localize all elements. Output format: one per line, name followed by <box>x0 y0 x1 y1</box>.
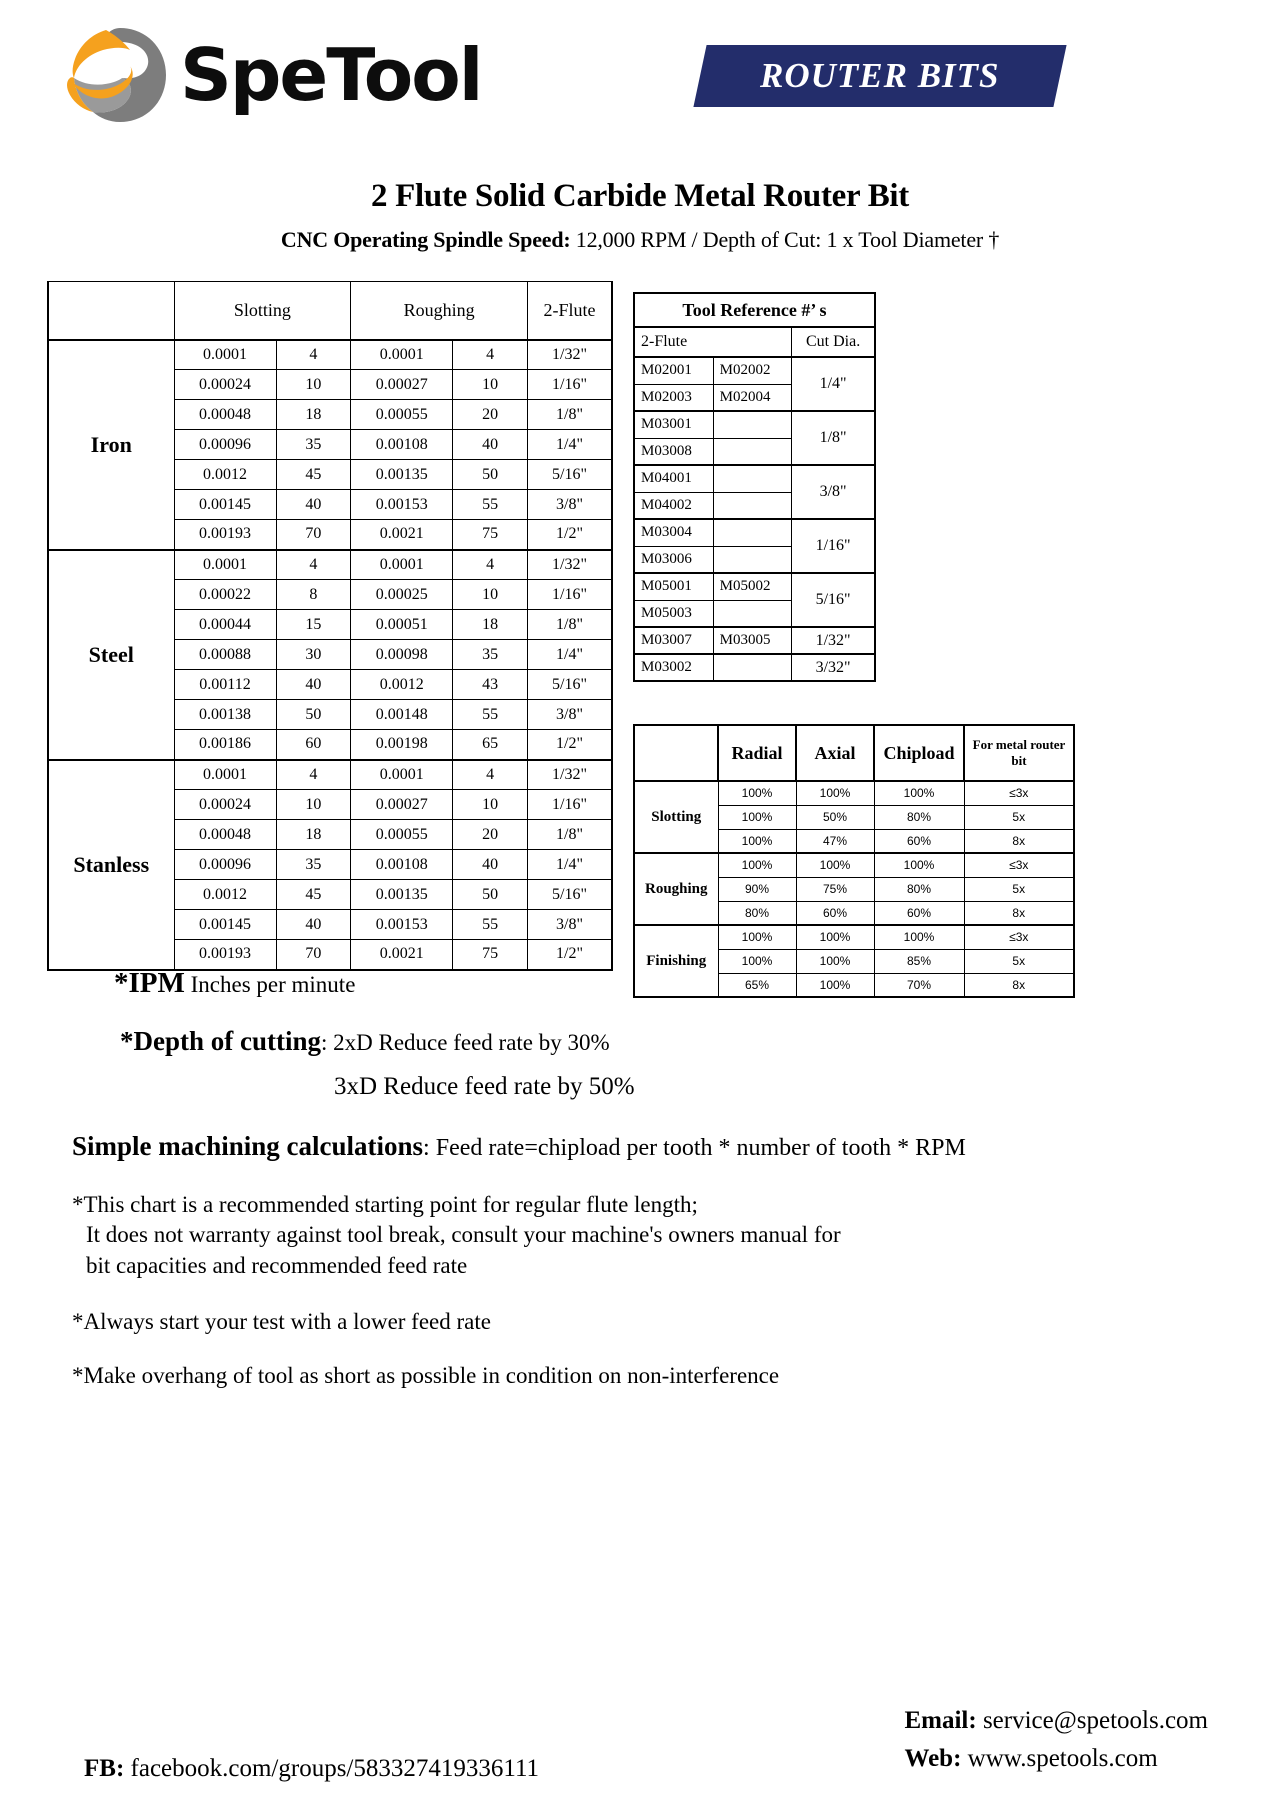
table-row <box>48 760 612 790</box>
slotting-chipload: 0.00044 <box>174 610 276 640</box>
radial-value: 100% <box>718 781 796 805</box>
tool-part-number: M02003 <box>634 384 713 411</box>
chipload-value: 85% <box>874 949 964 973</box>
toolref-title: Tool Reference #’ s <box>634 293 875 327</box>
tool-diameter: 1/4" <box>528 430 612 460</box>
tool-diameter: 1/2" <box>528 940 612 970</box>
roughing-chipload: 0.00108 <box>351 850 453 880</box>
slotting-chipload: 0.00048 <box>174 820 276 850</box>
slotting-chipload: 0.00145 <box>174 490 276 520</box>
slotting-chipload: 0.00186 <box>174 730 276 760</box>
engagement-header-row <box>634 725 1074 781</box>
radial-value: 100% <box>718 805 796 829</box>
metal-bit-value: ≤3x <box>964 853 1074 877</box>
tool-part-number: M05003 <box>634 600 713 627</box>
roughing-chipload: 0.00027 <box>351 790 453 820</box>
axial-value: 75% <box>796 877 874 901</box>
spetool-swirl-logo-icon <box>62 22 174 128</box>
axial-value: 47% <box>796 829 874 853</box>
engagement-percentage-table <box>633 724 1075 998</box>
tool-part-number: M03007 <box>634 627 713 654</box>
tool-diameter: 5/16" <box>528 880 612 910</box>
roughing-chipload: 0.00027 <box>351 370 453 400</box>
tool-diameter: 3/8" <box>528 700 612 730</box>
tool-diameter: 1/2" <box>528 520 612 550</box>
web-line[interactable] <box>904 1745 1208 1773</box>
roughing-ipm: 20 <box>453 820 528 850</box>
slotting-ipm: 35 <box>276 850 351 880</box>
router-bits-banner <box>693 45 1066 107</box>
roughing-ipm: 75 <box>453 520 528 550</box>
slotting-ipm: 4 <box>276 340 351 370</box>
note-disclaimer <box>72 1190 1220 1281</box>
spindle-speed-value: 12,000 RPM / Depth of Cut: 1 x Tool Diameter † <box>570 227 1000 252</box>
spindle-speed-label: CNC Operating Spindle Speed: <box>280 227 571 252</box>
axial-value: 100% <box>796 853 874 877</box>
cut-diameter: 3/32" <box>792 654 875 681</box>
roughing-ipm: 55 <box>453 910 528 940</box>
cut-diameter: 1/16" <box>792 519 875 573</box>
toolref-subheader-row <box>634 327 875 357</box>
roughing-chipload: 0.00153 <box>351 490 453 520</box>
cut-diameter: 1/4" <box>792 357 875 411</box>
axial-value: 100% <box>796 925 874 949</box>
slotting-chipload: 0.00096 <box>174 430 276 460</box>
roughing-ipm: 4 <box>453 550 528 580</box>
slotting-chipload: 0.00024 <box>174 790 276 820</box>
table-row <box>48 340 612 370</box>
slotting-chipload: 0.00112 <box>174 670 276 700</box>
tool-part-number: M03008 <box>634 438 713 465</box>
roughing-ipm: 18 <box>453 610 528 640</box>
note-depth-3xd: 3xD Reduce feed rate by 50% <box>334 1073 635 1100</box>
tool-part-number: M03006 <box>634 546 713 573</box>
roughing-ipm: 50 <box>453 880 528 910</box>
roughing-ipm: 50 <box>453 460 528 490</box>
toolref-row <box>634 519 875 546</box>
feeds-and-speeds-table <box>47 281 613 971</box>
chipload-value: 80% <box>874 877 964 901</box>
engagement-header-blank <box>634 725 718 781</box>
radial-value: 80% <box>718 901 796 925</box>
tool-part-number-alt: M05002 <box>713 573 792 600</box>
slotting-chipload: 0.00145 <box>174 910 276 940</box>
tool-part-number-alt <box>713 654 792 681</box>
engagement-header-radial: Radial <box>718 725 796 781</box>
note-calc-label: Simple machining calculations <box>72 1131 424 1161</box>
toolref-row <box>634 465 875 492</box>
slotting-ipm: 10 <box>276 370 351 400</box>
notes-section <box>0 967 1280 1389</box>
table-row <box>634 853 1074 877</box>
roughing-chipload: 0.0001 <box>351 550 453 580</box>
roughing-chipload: 0.00055 <box>351 400 453 430</box>
slotting-chipload: 0.00096 <box>174 850 276 880</box>
roughing-chipload: 0.0021 <box>351 520 453 550</box>
metal-bit-value: 8x <box>964 829 1074 853</box>
slotting-chipload: 0.0012 <box>174 880 276 910</box>
roughing-chipload: 0.0001 <box>351 340 453 370</box>
roughing-ipm: 10 <box>453 580 528 610</box>
tool-diameter: 1/4" <box>528 850 612 880</box>
slotting-ipm: 10 <box>276 790 351 820</box>
web-value: www.spetools.com <box>961 1745 1158 1772</box>
roughing-ipm: 4 <box>453 340 528 370</box>
note-machining-calculations <box>72 1131 1220 1162</box>
slotting-ipm: 40 <box>276 670 351 700</box>
metal-bit-value: 5x <box>964 805 1074 829</box>
roughing-ipm: 40 <box>453 430 528 460</box>
radial-value: 100% <box>718 829 796 853</box>
cut-diameter: 1/32" <box>792 627 875 654</box>
facebook-link[interactable] <box>84 1755 539 1783</box>
operation-name-roughing: Roughing <box>634 853 718 925</box>
page-footer <box>0 1707 1280 1783</box>
tool-part-number: M03004 <box>634 519 713 546</box>
web-label: Web: <box>904 1745 962 1772</box>
tool-part-number-alt <box>713 492 792 519</box>
operation-name-finishing: Finishing <box>634 925 718 997</box>
axial-value: 60% <box>796 901 874 925</box>
radial-value: 65% <box>718 973 796 997</box>
material-name-steel: Steel <box>48 550 174 760</box>
tool-diameter: 3/8" <box>528 910 612 940</box>
email-line[interactable] <box>904 1707 1208 1735</box>
note-ipm-label: *IPM <box>114 967 185 999</box>
slotting-chipload: 0.00022 <box>174 580 276 610</box>
cut-diameter: 1/8" <box>792 411 875 465</box>
tool-part-number: M02001 <box>634 357 713 384</box>
note-depth-label: *Depth of cutting <box>120 1026 321 1056</box>
note-depth-of-cutting <box>72 1026 1220 1057</box>
radial-value: 100% <box>718 949 796 973</box>
slotting-chipload: 0.0012 <box>174 460 276 490</box>
tool-diameter: 1/32" <box>528 550 612 580</box>
toolref-row <box>634 573 875 600</box>
email-value: service@spetools.com <box>976 1707 1208 1734</box>
tool-part-number: M03002 <box>634 654 713 681</box>
page-header <box>0 0 1280 150</box>
chipload-value: 70% <box>874 973 964 997</box>
slotting-chipload: 0.0001 <box>174 760 276 790</box>
metal-bit-value: 8x <box>964 973 1074 997</box>
operation-name-slotting: Slotting <box>634 781 718 853</box>
roughing-ipm: 4 <box>453 760 528 790</box>
tool-diameter: 5/16" <box>528 670 612 700</box>
roughing-chipload: 0.00135 <box>351 460 453 490</box>
brand-name: SpeTool <box>180 33 482 117</box>
brand-logo <box>62 22 481 128</box>
tool-diameter: 1/2" <box>528 730 612 760</box>
slotting-ipm: 45 <box>276 460 351 490</box>
roughing-chipload: 0.0021 <box>351 940 453 970</box>
tool-diameter: 1/8" <box>528 610 612 640</box>
radial-value: 90% <box>718 877 796 901</box>
table-row <box>634 781 1074 805</box>
note-tool-overhang: *Make overhang of tool as short as possible in condition on non-interference <box>72 1363 780 1389</box>
tool-part-number: M04002 <box>634 492 713 519</box>
contact-block <box>904 1707 1208 1783</box>
toolref-subheader-2flute: 2-Flute <box>634 327 792 357</box>
slotting-chipload: 0.00088 <box>174 640 276 670</box>
roughing-ipm: 43 <box>453 670 528 700</box>
slotting-ipm: 30 <box>276 640 351 670</box>
axial-value: 100% <box>796 973 874 997</box>
slotting-chipload: 0.00048 <box>174 400 276 430</box>
slotting-chipload: 0.00024 <box>174 370 276 400</box>
tool-diameter: 5/16" <box>528 460 612 490</box>
roughing-ipm: 10 <box>453 370 528 400</box>
roughing-chipload: 0.0001 <box>351 760 453 790</box>
tool-part-number-alt <box>713 519 792 546</box>
facebook-value: facebook.com/groups/583327419336111 <box>124 1755 540 1782</box>
tool-diameter: 1/16" <box>528 370 612 400</box>
chipload-value: 100% <box>874 925 964 949</box>
roughing-chipload: 0.0012 <box>351 670 453 700</box>
roughing-chipload: 0.00051 <box>351 610 453 640</box>
toolref-row <box>634 627 875 654</box>
radial-value: 100% <box>718 925 796 949</box>
metal-bit-value: ≤3x <box>964 925 1074 949</box>
toolref-row <box>634 411 875 438</box>
radial-value: 100% <box>718 853 796 877</box>
roughing-chipload: 0.00098 <box>351 640 453 670</box>
roughing-ipm: 55 <box>453 490 528 520</box>
tool-part-number-alt <box>713 438 792 465</box>
slotting-ipm: 70 <box>276 940 351 970</box>
roughing-chipload: 0.00148 <box>351 700 453 730</box>
slotting-chipload: 0.0001 <box>174 340 276 370</box>
tool-diameter: 1/32" <box>528 760 612 790</box>
roughing-ipm: 35 <box>453 640 528 670</box>
feeds-header-slotting: Slotting <box>174 282 351 340</box>
chipload-value: 60% <box>874 829 964 853</box>
roughing-chipload: 0.00025 <box>351 580 453 610</box>
slotting-ipm: 18 <box>276 400 351 430</box>
slotting-chipload: 0.00193 <box>174 520 276 550</box>
roughing-chipload: 0.00055 <box>351 820 453 850</box>
page-subtitle <box>0 227 1280 253</box>
note-lower-feed-rate: *Always start your test with a lower feed rate <box>72 1309 491 1335</box>
tool-part-number: M03001 <box>634 411 713 438</box>
roughing-ipm: 75 <box>453 940 528 970</box>
tool-part-number: M05001 <box>634 573 713 600</box>
roughing-chipload: 0.00153 <box>351 910 453 940</box>
roughing-chipload: 0.00108 <box>351 430 453 460</box>
engagement-header-metal-bit: For metal router bit <box>964 725 1074 781</box>
tool-part-number-alt <box>713 465 792 492</box>
email-label: Email: <box>904 1707 977 1734</box>
slotting-ipm: 8 <box>276 580 351 610</box>
disclaimer-line-3: bit capacities and recommended feed rate <box>86 1252 468 1278</box>
chipload-value: 100% <box>874 781 964 805</box>
roughing-chipload: 0.00198 <box>351 730 453 760</box>
slotting-ipm: 40 <box>276 490 351 520</box>
slotting-chipload: 0.00138 <box>174 700 276 730</box>
metal-bit-value: 8x <box>964 901 1074 925</box>
toolref-title-row <box>634 293 875 327</box>
slotting-ipm: 50 <box>276 700 351 730</box>
roughing-chipload: 0.00135 <box>351 880 453 910</box>
engagement-header-chipload: Chipload <box>874 725 964 781</box>
note-ipm <box>72 967 1220 1000</box>
feeds-header-2flute: 2-Flute <box>528 282 612 340</box>
tool-part-number-alt <box>713 411 792 438</box>
tool-diameter: 3/8" <box>528 490 612 520</box>
feeds-header-roughing: Roughing <box>351 282 528 340</box>
slotting-ipm: 40 <box>276 910 351 940</box>
chipload-value: 60% <box>874 901 964 925</box>
slotting-ipm: 4 <box>276 760 351 790</box>
page-title: 2 Flute Solid Carbide Metal Router Bit <box>371 178 909 214</box>
tool-part-number: M04001 <box>634 465 713 492</box>
cut-diameter: 5/16" <box>792 573 875 627</box>
tool-part-number-alt <box>713 546 792 573</box>
material-name-stanless: Stanless <box>48 760 174 970</box>
roughing-ipm: 20 <box>453 400 528 430</box>
toolref-row <box>634 357 875 384</box>
axial-value: 100% <box>796 781 874 805</box>
axial-value: 100% <box>796 949 874 973</box>
disclaimer-line-2: It does not warranty against tool break, consult your machine's owners manual for <box>86 1222 841 1248</box>
tool-part-number-alt: M02002 <box>713 357 792 384</box>
material-name-iron: Iron <box>48 340 174 550</box>
tool-diameter: 1/16" <box>528 790 612 820</box>
metal-bit-value: ≤3x <box>964 781 1074 805</box>
tool-diameter: 1/32" <box>528 340 612 370</box>
chipload-value: 80% <box>874 805 964 829</box>
tool-diameter: 1/4" <box>528 640 612 670</box>
tool-reference-table <box>633 292 876 682</box>
metal-bit-value: 5x <box>964 949 1074 973</box>
engagement-header-axial: Axial <box>796 725 874 781</box>
tool-diameter: 1/8" <box>528 400 612 430</box>
chipload-value: 100% <box>874 853 964 877</box>
slotting-ipm: 15 <box>276 610 351 640</box>
tool-diameter: 1/16" <box>528 580 612 610</box>
slotting-ipm: 60 <box>276 730 351 760</box>
banner-label: ROUTER BITS <box>760 56 1000 95</box>
slotting-ipm: 45 <box>276 880 351 910</box>
table-row <box>48 550 612 580</box>
toolref-row <box>634 654 875 681</box>
feeds-header-row <box>48 282 612 340</box>
slotting-ipm: 4 <box>276 550 351 580</box>
tool-part-number-alt <box>713 600 792 627</box>
slotting-chipload: 0.00193 <box>174 940 276 970</box>
cut-diameter: 3/8" <box>792 465 875 519</box>
tool-diameter: 1/8" <box>528 820 612 850</box>
slotting-chipload: 0.0001 <box>174 550 276 580</box>
toolref-subheader-cutdia: Cut Dia. <box>792 327 875 357</box>
tool-part-number-alt: M03005 <box>713 627 792 654</box>
roughing-ipm: 65 <box>453 730 528 760</box>
metal-bit-value: 5x <box>964 877 1074 901</box>
slotting-ipm: 35 <box>276 430 351 460</box>
tool-part-number-alt: M02004 <box>713 384 792 411</box>
note-ipm-text: Inches per minute <box>184 972 356 997</box>
roughing-ipm: 55 <box>453 700 528 730</box>
feeds-header-blank <box>48 282 174 340</box>
note-calc-text: : Feed rate=chipload per tooth * number of tooth * RPM <box>423 1135 966 1161</box>
note-depth-text: : 2xD Reduce feed rate by 30% <box>321 1030 610 1055</box>
table-row <box>634 925 1074 949</box>
roughing-ipm: 40 <box>453 850 528 880</box>
facebook-label: FB: <box>84 1755 125 1782</box>
slotting-ipm: 70 <box>276 520 351 550</box>
slotting-ipm: 18 <box>276 820 351 850</box>
disclaimer-line-1: *This chart is a recommended starting point for regular flute length; <box>72 1192 698 1217</box>
roughing-ipm: 10 <box>453 790 528 820</box>
axial-value: 50% <box>796 805 874 829</box>
